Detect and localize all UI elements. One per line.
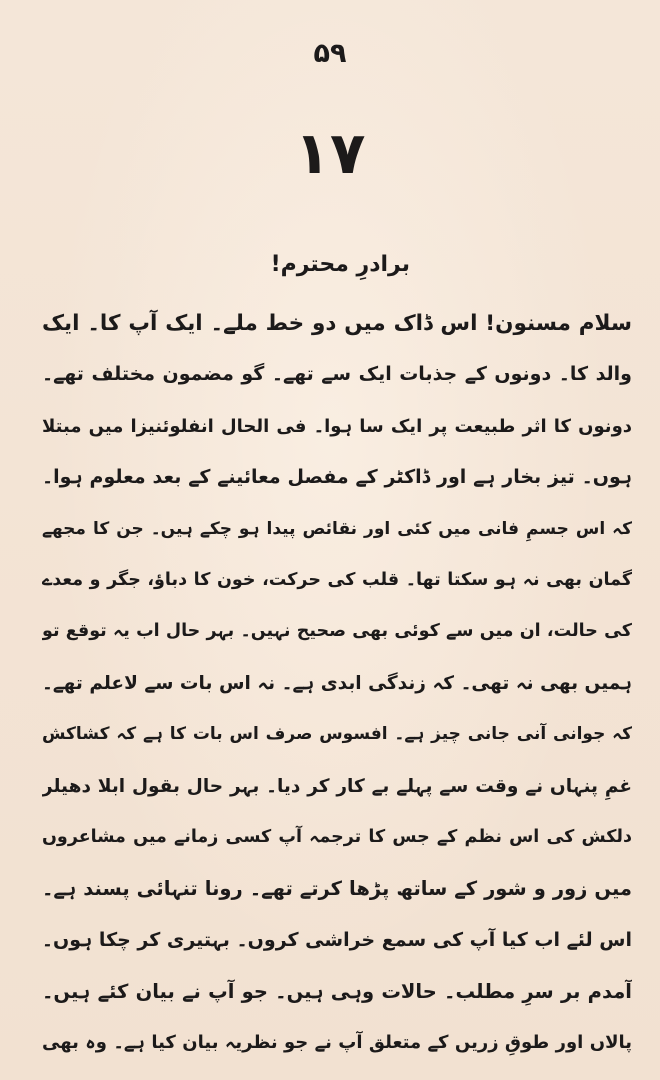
text-line: گمان بھی نہ ہو سکتا تھا۔ قلب کی حرکت، خون کا دباؤ، جگر و معدے xyxy=(42,569,632,590)
text-line: میں زور و شور کے ساتھ پڑھا کرتے تھے۔ رونا تنہائی پسند ہے۔ xyxy=(42,877,632,901)
letter-salutation: برادرِ محترم! xyxy=(270,252,410,277)
page-number: ۵۹ xyxy=(313,38,347,69)
text-line: والد کا۔ دونوں کے جذبات ایک سے تھے۔ گو مضمون مختلف تھے۔ xyxy=(42,363,632,386)
text-line: دونوں کا اثر طبیعت پر ایک سا ہوا۔ فی الحال انفلوئنیزا میں مبتلا xyxy=(42,415,632,437)
text-line: کہ اس جسمِ فانی میں کئی اور نقائص پیدا ہو چکے ہیں۔ جن کا مجھے xyxy=(42,518,632,539)
text-line: اس لئے اب کیا آپ کی سمع خراشی کروں۔ بہتیری کر چکا ہوں۔ xyxy=(42,928,632,951)
text-line: ہوں۔ تیز بخار ہے اور ڈاکٹر کے مفصل معائینے کے بعد معلوم ہوا۔ xyxy=(42,466,632,489)
text-line: آمدم بر سرِ مطلب۔ حالات وہی ہیں۔ جو آپ نے بیان کئے ہیں۔ xyxy=(42,980,632,1004)
text-line: غمِ پنہاں نے وقت سے پہلے بے کار کر دیا۔ بہر حال بقول ابلا دھیلر xyxy=(42,775,632,797)
text-line: ہمیں بھی نہ تھی۔ کہ زندگی ابدی ہے۔ نہ اس بات سے لاعلم تھے۔ xyxy=(42,672,632,694)
text-line: دلکش کی اس نظم کے جس کا ترجمہ آپ کسی زمانے میں مشاعروں xyxy=(42,826,632,847)
letter-body xyxy=(42,298,632,1069)
chapter-number: ۱۷ xyxy=(294,119,366,187)
text-line: پالاں اور طوقِ زریں کے متعلق آپ نے جو نظریہ بیان کیا ہے۔ وہ بھی xyxy=(42,1032,632,1054)
text-line: کہ جوانی آنی جانی چیز ہے۔ افسوس صرف اس بات کا ہے کہ کشاکش xyxy=(42,724,632,745)
text-line: سلام مسنون! اس ڈاک میں دو خط ملے۔ ایک آپ کا۔ ایک xyxy=(42,311,632,336)
text-line: کی حالت، ان میں سے کوئی بھی صحیح نہیں۔ بہر حال اب یہ توقع تو xyxy=(42,621,632,642)
